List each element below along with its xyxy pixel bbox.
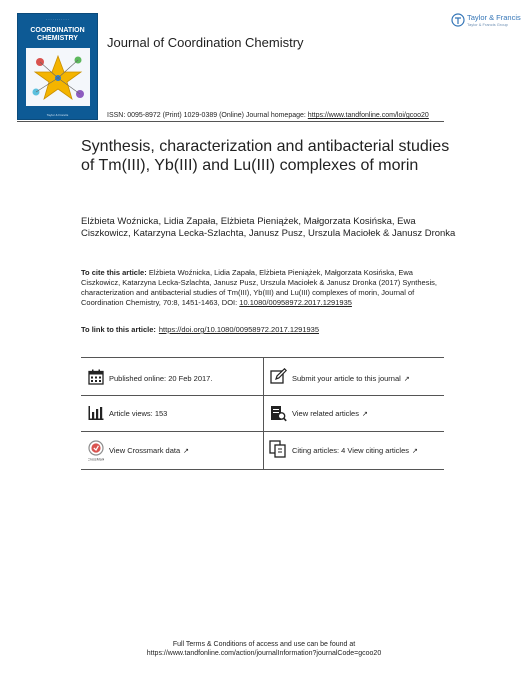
related-articles-label: View related articles bbox=[292, 409, 359, 418]
header-divider bbox=[17, 121, 444, 122]
issn-text: ISSN: 0095-8972 (Print) 1029-0389 (Online) Journal homepage: bbox=[107, 112, 306, 119]
cover-molecule-illustration bbox=[26, 48, 90, 106]
cite-text: Elżbieta Woźnicka, Lidia Zapała, Elżbieta Pieniążek, Małgorzata Kosińska, Ewa Ciszkowicz, Katarzyna Lecka-Szlachta, Janusz Pusz, Urszula Maciołek & Janusz Dronka (2017) Synthesis, characterization and antibacterial studies of Tm(III), Yb(III) and Lu(III) complexes of morin, Journal of Coordination Chemistry, 70:8, 1451-1463, DOI: bbox=[81, 268, 437, 307]
cover-top-text: · · · · · · · · · · · bbox=[46, 18, 69, 22]
footer-terms bbox=[0, 640, 528, 658]
related-articles-icon bbox=[269, 404, 287, 422]
cover-title: COORDINATION CHEMISTRY bbox=[30, 27, 85, 42]
calendar-icon bbox=[87, 368, 105, 386]
edit-pen-icon bbox=[269, 367, 287, 385]
citing-articles-link[interactable] bbox=[292, 446, 418, 455]
crossmark-icon bbox=[88, 440, 104, 462]
cite-doi-link[interactable]: 10.1080/00958972.2017.1291935 bbox=[239, 298, 352, 307]
publisher-name: Taylor & Francis bbox=[467, 13, 521, 22]
footer-line-1: Full Terms & Conditions of access and use can be found at bbox=[172, 641, 356, 648]
external-link-icon: ↗ bbox=[403, 376, 410, 383]
external-link-icon: ↗ bbox=[361, 411, 368, 418]
cover-publisher-strip: Taylor & Francis bbox=[46, 113, 69, 117]
link-label: To link to this article: bbox=[81, 325, 156, 334]
citation-block bbox=[81, 268, 446, 308]
journal-cover-image bbox=[17, 13, 98, 120]
article-link-line bbox=[81, 325, 451, 334]
publisher-subname: Taylor & Francis Group bbox=[467, 22, 508, 27]
cite-label: To cite this article: bbox=[81, 268, 147, 277]
crossmark-label: View Crossmark data bbox=[109, 446, 181, 455]
grid-column-divider bbox=[263, 357, 264, 470]
article-authors: Elżbieta Woźnicka, Lidia Zapała, Elżbieta Pieniążek, Małgorzata Kosińska, Ewa Ciszkowicz, Katarzyna Lecka-Szlachta, Janusz Pusz, Urszula Maciołek & Janusz Dronka bbox=[81, 216, 456, 239]
article-doi-link[interactable]: https://doi.org/10.1080/00958972.2017.1291935 bbox=[158, 325, 320, 334]
citing-articles-label: Citing articles: 4 View citing articles bbox=[292, 446, 409, 455]
external-link-icon: ↗ bbox=[412, 448, 418, 455]
svg-text:CrossMark: CrossMark bbox=[88, 457, 104, 462]
footer-terms-link[interactable]: https://www.tandfonline.com/action/journalInformation?journalCode=gcoo20 bbox=[146, 650, 382, 657]
view-crossmark-link[interactable] bbox=[109, 446, 189, 455]
citing-articles-icon bbox=[269, 440, 287, 458]
submit-article-link[interactable] bbox=[292, 374, 410, 383]
issn-line bbox=[107, 112, 429, 119]
external-link-icon: ↗ bbox=[183, 448, 190, 455]
article-title: Synthesis, characterization and antibacterial studies of Tm(III), Yb(III) and Lu(III) complexes of morin bbox=[81, 138, 450, 174]
bar-chart-icon bbox=[87, 404, 105, 422]
taylor-francis-logo-icon bbox=[451, 13, 465, 27]
view-related-articles-link[interactable] bbox=[292, 409, 368, 418]
journal-homepage-link[interactable]: https://www.tandfonline.com/loi/gcoo20 bbox=[307, 112, 429, 119]
journal-title[interactable]: Journal of Coordination Chemistry bbox=[107, 35, 304, 50]
article-views: Article views: 153 bbox=[109, 409, 168, 418]
submit-article-label: Submit your article to this journal bbox=[292, 374, 401, 383]
published-online-date: Published online: 20 Feb 2017. bbox=[109, 374, 213, 383]
